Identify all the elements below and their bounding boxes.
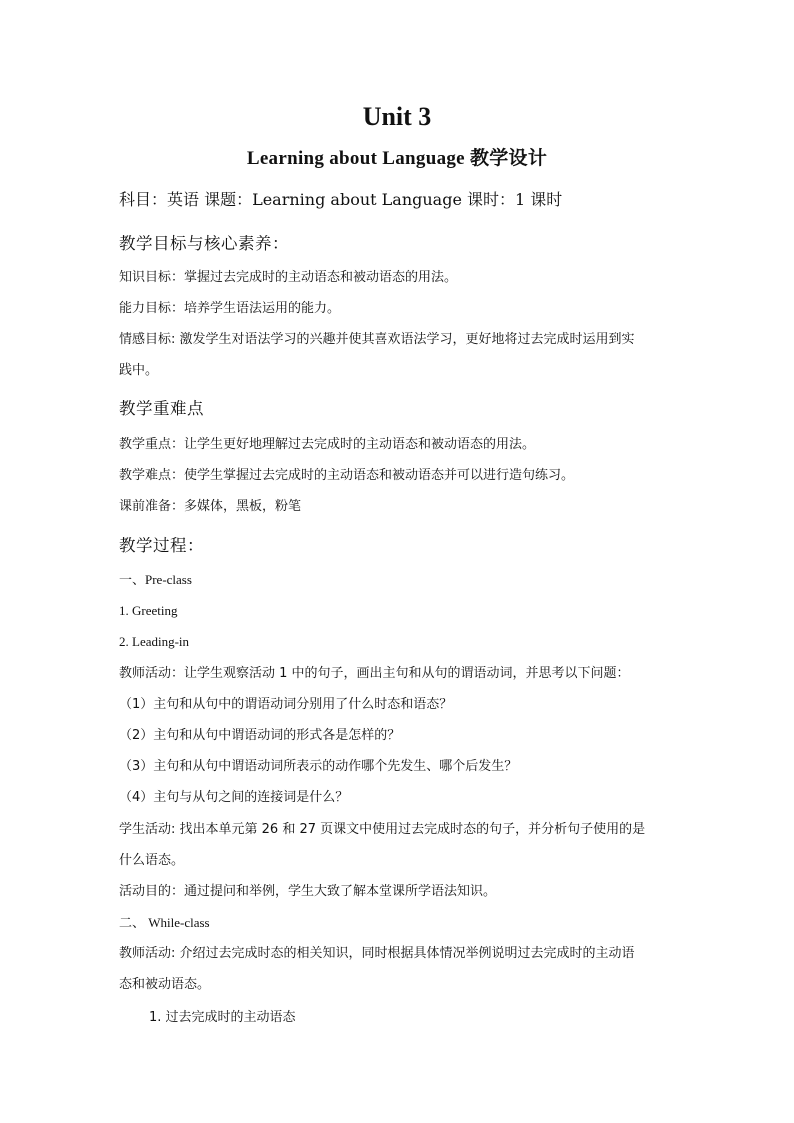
pre-class-heading: 一、Pre-class <box>119 572 192 587</box>
preparation: 课前准备：多媒体，黑板，粉笔 <box>119 499 302 514</box>
teacher-activity-1: 教师活动：让学生观察活动 1 中的句子，画出主句和从句的谓语动词，并思考以下问题： <box>119 666 630 681</box>
question-4: （4）主句与从句之间的连接词是什么？ <box>119 790 349 805</box>
key-points-heading: 教学重难点 <box>119 399 204 418</box>
question-1: （1）主句和从句中的谓语动词分别用了什么时态和语态？ <box>119 697 453 712</box>
while-class-heading: 二、 While-class <box>119 915 210 930</box>
question-2: （2）主句和从句中谓语动词的形式各是怎样的？ <box>119 728 401 743</box>
difficult-point: 教学难点：使学生掌握过去完成时的主动语态和被动语态并可以进行造句练习。 <box>119 468 575 483</box>
student-activity-line-1: 学生活动: 找出本单元第 26 和 27 页课文中使用过去完成时态的句子，并分析句子使用的是 <box>119 822 646 837</box>
ability-goal: 能力目标：培养学生语法运用的能力。 <box>119 301 341 316</box>
teacher-activity-2-line-2: 态和被动语态。 <box>119 977 211 992</box>
key-point: 教学重点：让学生更好地理解过去完成时的主动语态和被动语态的用法。 <box>119 437 536 452</box>
activity-purpose: 活动目的：通过提问和举例，学生大致了解本堂课所学语法知识。 <box>119 884 497 899</box>
emotion-goal-line-1: 情感目标: 激发学生对语法学习的兴趣并使其喜欢语法学习，更好地将过去完成时运用到实 <box>119 332 635 347</box>
student-activity-line-2: 什么语态。 <box>119 853 185 868</box>
course-meta: 科目：英语 课题：Learning about Language 课时：1 课时 <box>119 190 563 209</box>
process-heading: 教学过程： <box>119 536 204 555</box>
question-3: （3）主句和从句中谓语动词所表示的动作哪个先发生、哪个后发生？ <box>119 759 518 774</box>
emotion-goal-line-2: 践中。 <box>119 363 159 378</box>
document-subtitle: Learning about Language 教学设计 <box>246 148 548 169</box>
objectives-heading: 教学目标与核心素养： <box>119 234 289 253</box>
subsection-item-1: 1. 过去完成时的主动语态 <box>149 1010 296 1025</box>
greeting-item: 1. Greeting <box>119 603 178 618</box>
knowledge-goal: 知识目标：掌握过去完成时的主动语态和被动语态的用法。 <box>119 270 458 285</box>
teacher-activity-2-line-1: 教师活动: 介绍过去完成时态的相关知识，同时根据具体情况举例说明过去完成时的主动语 <box>119 946 635 961</box>
document-title: Unit 3 <box>362 102 432 131</box>
leading-in-item: 2. Leading-in <box>119 634 190 649</box>
